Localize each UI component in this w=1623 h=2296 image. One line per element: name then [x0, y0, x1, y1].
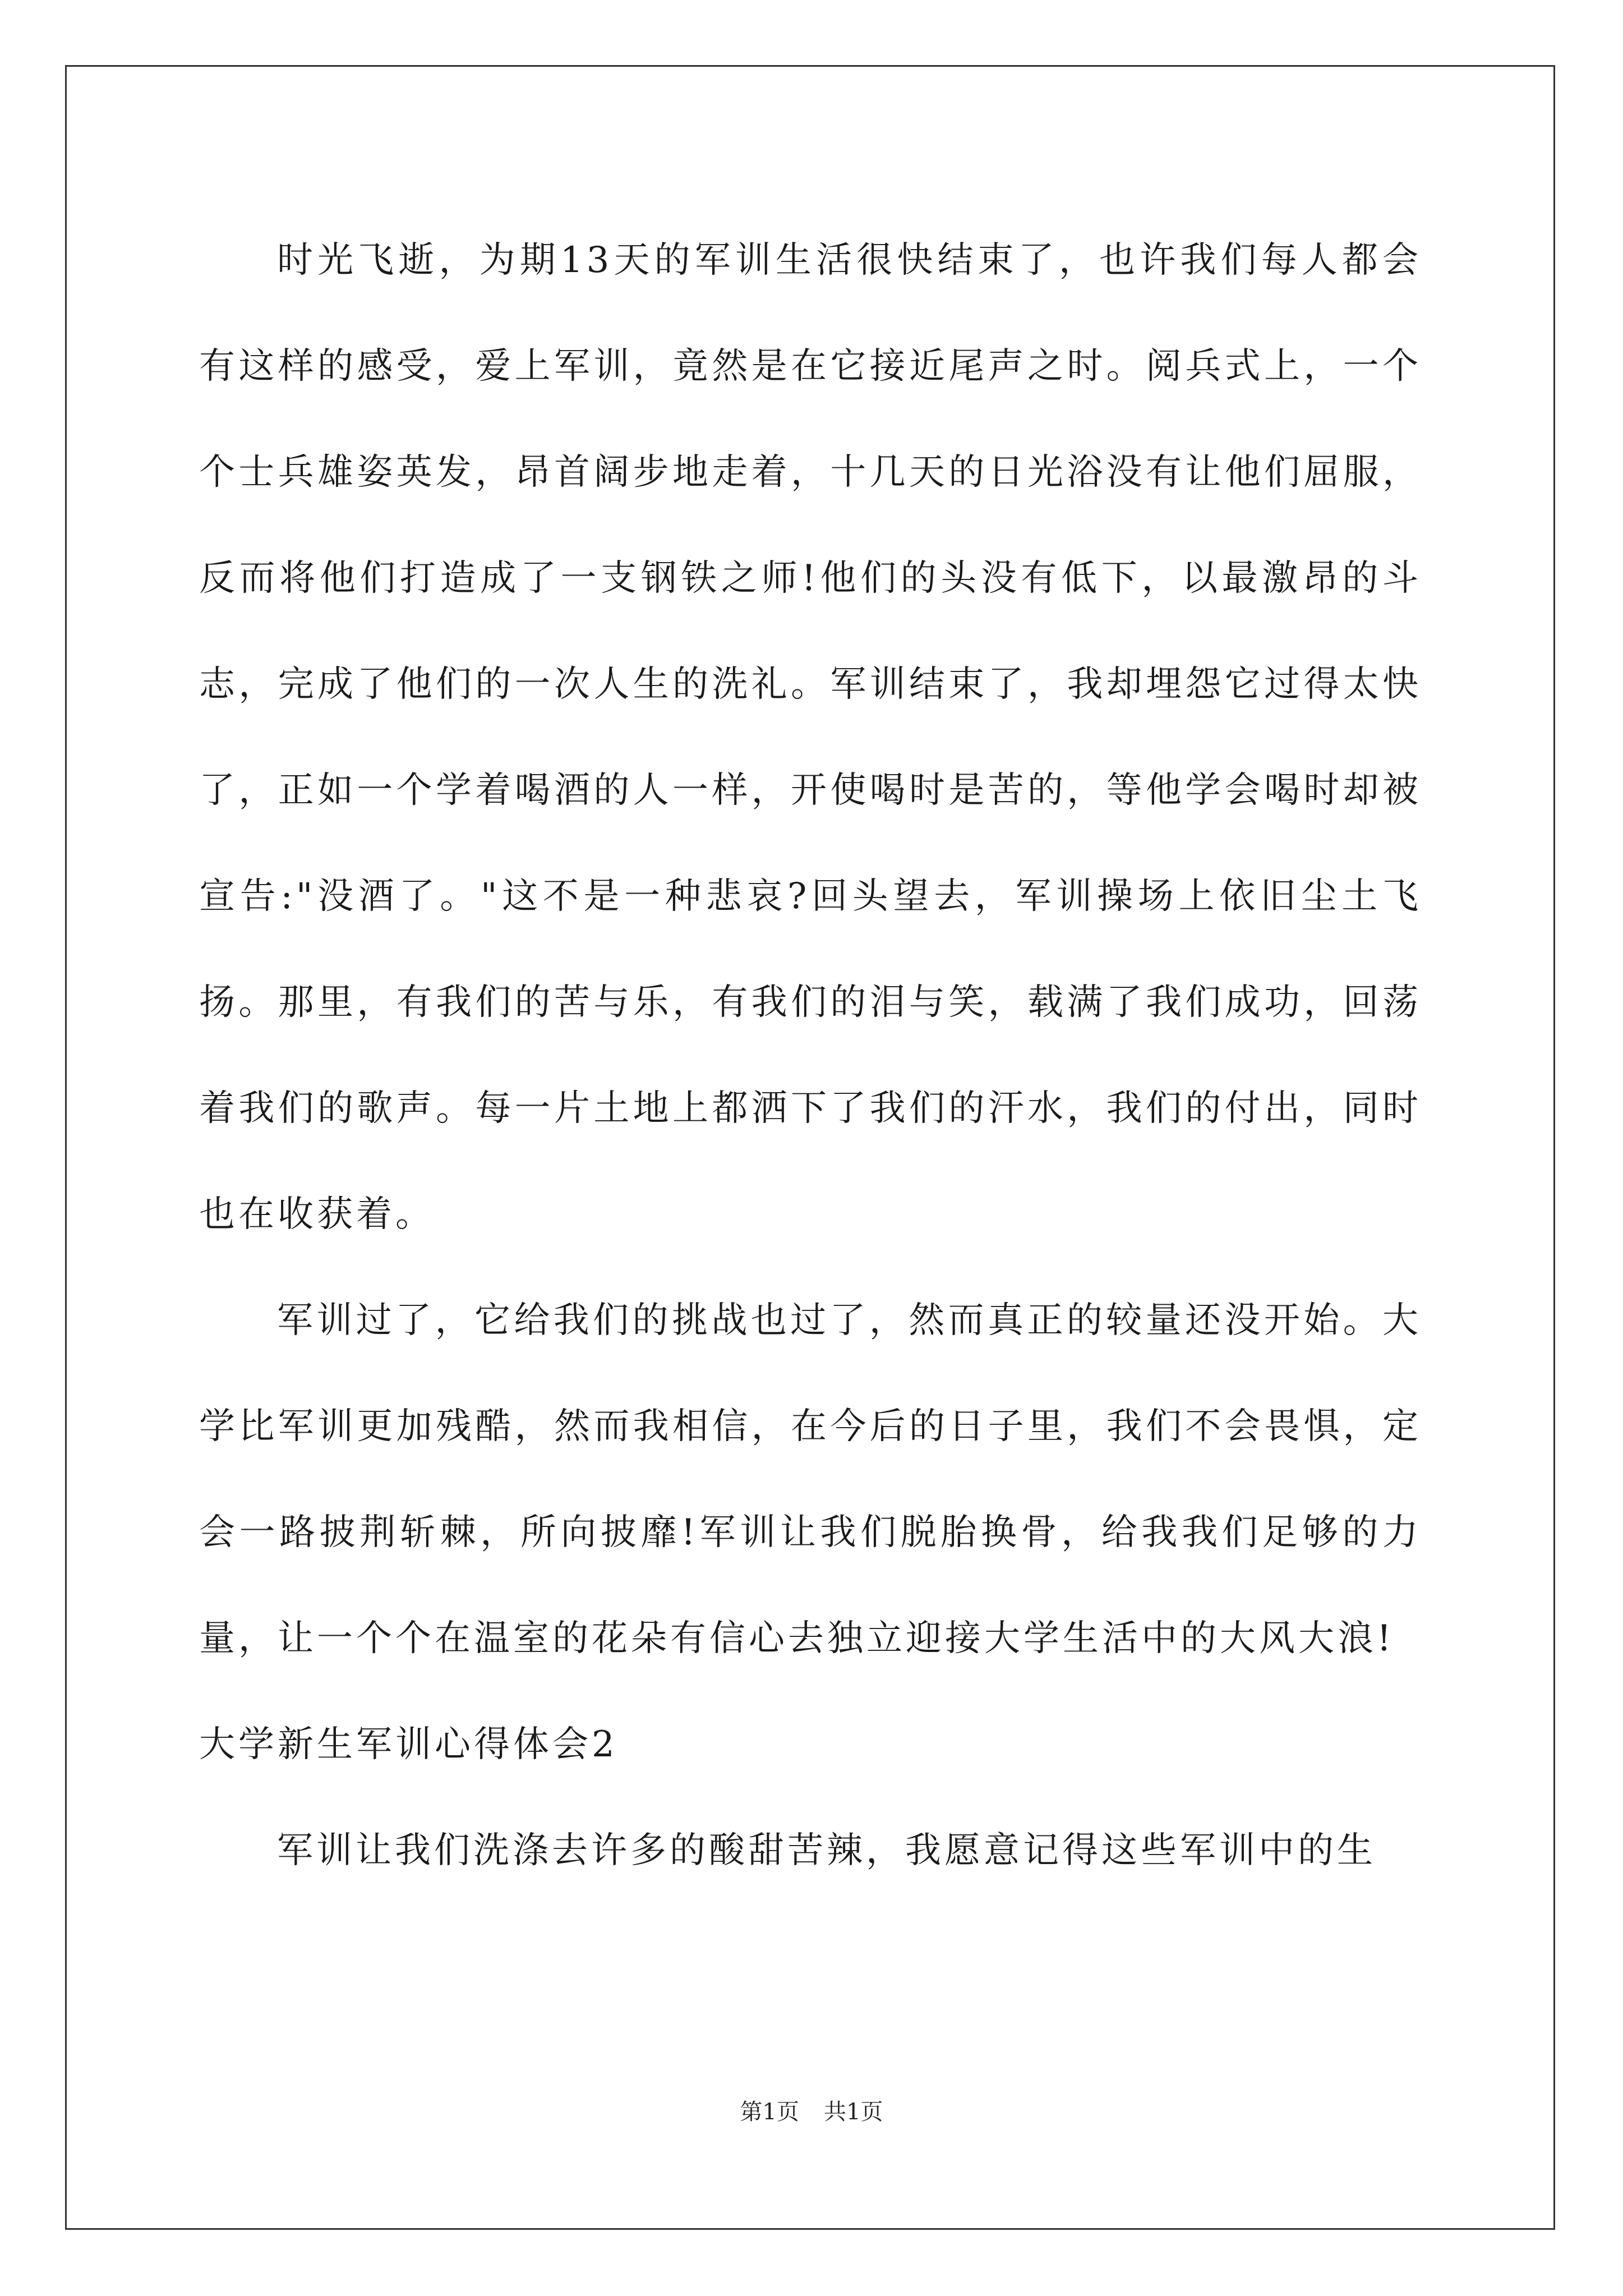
paragraph-3: 军训让我们洗涤去许多的酸甜苦辣，我愿意记得这些军训中的生 [277, 1830, 1376, 1871]
paragraph-1: 时光飞逝，为期13天的军训生活很快结束了，也许我们每人都会有这样的感受，爱上军训，竟然是在它接近尾声之时。阅兵式上，一个个士兵雄姿英发，昂首阔步地走着，十几天的日光浴没有让他们屈服，反而将他们打造成了一支钢铁之师!他们的头没有低下，以最激昂的斗志，完成了他们的一次人生的洗礼。军训结束了，我却埋怨它过得太快了，正如一个学着喝酒的人一样，开使喝时是苦的，等他学会喝时却被宣告:"没酒了。"这不是一种悲哀?回头望去，军训操场上依旧尘土飞扬。那里，有我们的苦与乐，有我们的泪与笑，载满了我们成功，回荡着我们的歌声。每一片土地上都洒下了我们的汗水，我们的付出，同时也在收获着。 [199, 240, 1422, 1235]
document-body [199, 208, 1422, 1904]
page-footer [0, 2095, 1623, 2129]
section-heading: 大学新生军训心得体会2 [199, 1724, 618, 1765]
paragraph-2: 军训过了，它给我们的挑战也过了，然而真正的较量还没开始。大学比军训更加残酷，然而我相信，在今后的日子里，我们不会畏惧，定会一路披荆斩棘，所向披靡!军训让我们脱胎换骨，给我我们足够的力量，让一个个在温室的花朵有信心去独立迎接大学生活中的大风大浪! [199, 1300, 1422, 1659]
page-total: 共1页 [824, 2099, 883, 2125]
page-number: 第1页 [740, 2099, 799, 2125]
